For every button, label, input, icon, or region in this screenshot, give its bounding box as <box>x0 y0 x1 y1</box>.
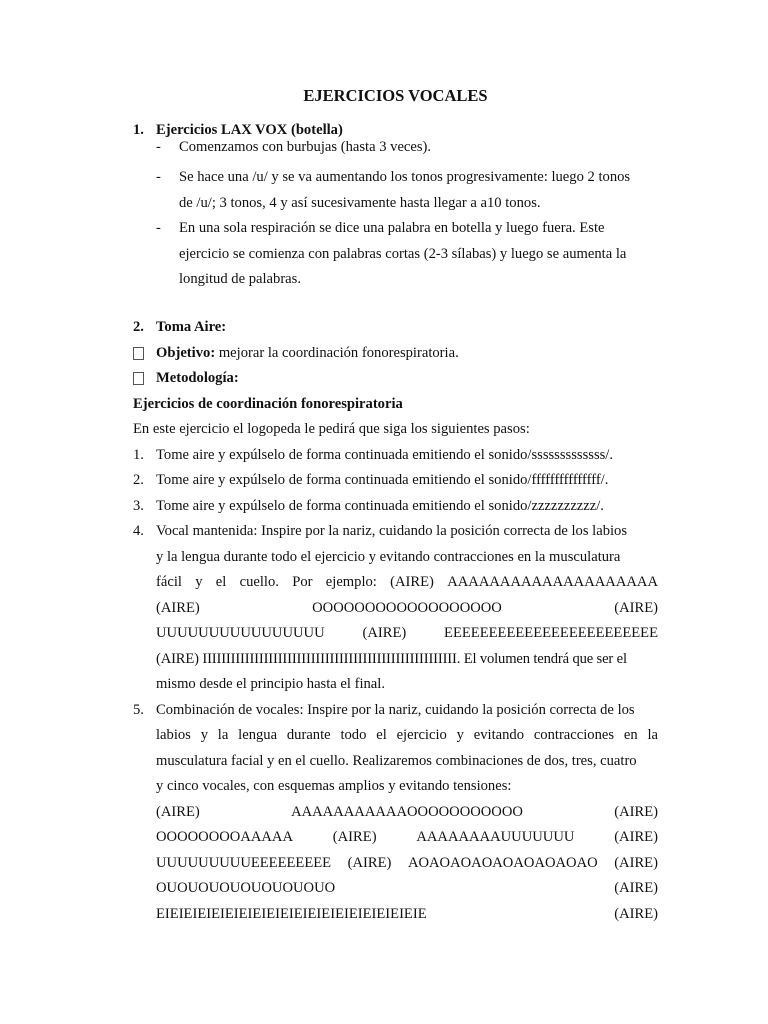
bullet-1: - Comenzamos con burbujas (hasta 3 veces). <box>156 139 432 155</box>
step-5: 5. Combinación de vocales: Inspire por la nariz, cuidando la posición correcta de los <box>133 701 635 718</box>
step-5-cont: y cinco vocales, con esquemas amplios y evitando tensiones: <box>156 778 512 794</box>
justified-line: (AIRE) OOOOOOOOOOOOOOOOOO (AIRE) <box>156 599 658 616</box>
step-4: 4. Vocal mantenida: Inspire por la nariz, cuidando la posición correcta de los labios <box>133 523 628 539</box>
justified-line: labios y la lengua durante todo el ejercicio y evitando contracciones en la <box>156 727 658 743</box>
bullet-3-cont: ejercicio se comienza con palabras cortas (2-3 sílabas) y luego se aumenta la <box>179 245 627 262</box>
step-5-cont <box>133 723 658 749</box>
justified-line: OOOOOOOOAAAAA (AIRE) AAAAAAAAUUUUUUU (AIRE) <box>156 829 658 845</box>
section2-heading: 2. Toma Aire: <box>133 319 227 335</box>
step-4-cont: y la lengua durante todo el ejercicio y evitando contracciones en la musculatura <box>156 548 621 565</box>
intro-text: En este ejercicio el logopeda le pedirá que siga los siguientes pasos: <box>133 421 530 437</box>
step-2: 2. Tome aire y expúlselo de forma continuada emitiendo el sonido/fffffffffffffff/. <box>133 472 609 488</box>
bullet-2: - Se hace una /u/ y se va aumentando los tonos progresivamente: luego 2 tonos <box>156 169 631 185</box>
section1-heading: 1. Ejercicios LAX VOX (botella) <box>133 122 343 138</box>
justified-line: OUOUOUOUOUOUOUOUO (AIRE) <box>156 880 658 896</box>
page-title: EJERCICIOS VOCALES <box>303 86 488 105</box>
justified-line: (AIRE) AAAAAAAAAAAOOOOOOOOOOO (AIRE) <box>156 803 658 820</box>
step-4-cont <box>133 596 658 622</box>
checkbox-glyph-icon <box>133 366 144 395</box>
bullet-3-cont2: longitud de palabras. <box>179 271 301 287</box>
step-5-cont <box>133 825 658 851</box>
step-5-cont <box>133 851 658 877</box>
justified-line: EIEIEIEIEIEIEIEIEIEIEIEIEIEIEIEIEIEIEIE (AIRE) <box>156 905 658 922</box>
step-5-cont <box>133 876 658 902</box>
objetivo-line: Objetivo: mejorar la coordinación fonorespiratoria. <box>133 341 658 367</box>
step-4-cont: mismo desde el principio hasta el final. <box>156 676 385 692</box>
justified-line: UUUUUUUUUEEEEEEEEE (AIRE) AOAOAOAOAOAOAOAOAO (AIRE) <box>156 854 658 871</box>
subheading: Ejercicios de coordinación fonorespiratoria <box>133 395 403 412</box>
justified-line: UUUUUUUUUUUUUUUU (AIRE) EEEEEEEEEEEEEEEEEEEEEEEE <box>156 625 658 641</box>
step-4-cont <box>133 621 658 647</box>
justified-line: fácil y el cuello. Por ejemplo: (AIRE) AAAAAAAAAAAAAAAAAAAA <box>156 574 658 590</box>
step-5-cont <box>133 800 658 826</box>
metodologia-line: Metodología: <box>133 366 658 392</box>
step-4-cont <box>133 570 658 596</box>
checkbox-glyph-icon <box>133 341 144 370</box>
document-page <box>133 86 658 927</box>
step-5-cont <box>133 902 658 928</box>
step-4-cont: (AIRE) IIIIIIIIIIIIIIIIIIIIIIIIIIIIIIIIIIIIIIIIIIIIIIIIIIIIII. El volumen tendrá que ser el <box>156 650 627 667</box>
bullet-3: - En una sola respiración se dice una palabra en botella y luego fuera. Este <box>156 220 605 236</box>
step-5-cont: musculatura facial y en el cuello. Realizaremos combinaciones de dos, tres, cuatro <box>156 752 637 769</box>
bullet-2-cont: de /u/; 3 tonos, 4 y así sucesivamente hasta llegar a a10 tonos. <box>179 194 541 211</box>
step-1: 1. Tome aire y expúlselo de forma continuada emitiendo el sonido/sssssssssssss/. <box>133 446 614 463</box>
step-3: 3. Tome aire y expúlselo de forma continuada emitiendo el sonido/zzzzzzzzzz/. <box>133 497 604 514</box>
